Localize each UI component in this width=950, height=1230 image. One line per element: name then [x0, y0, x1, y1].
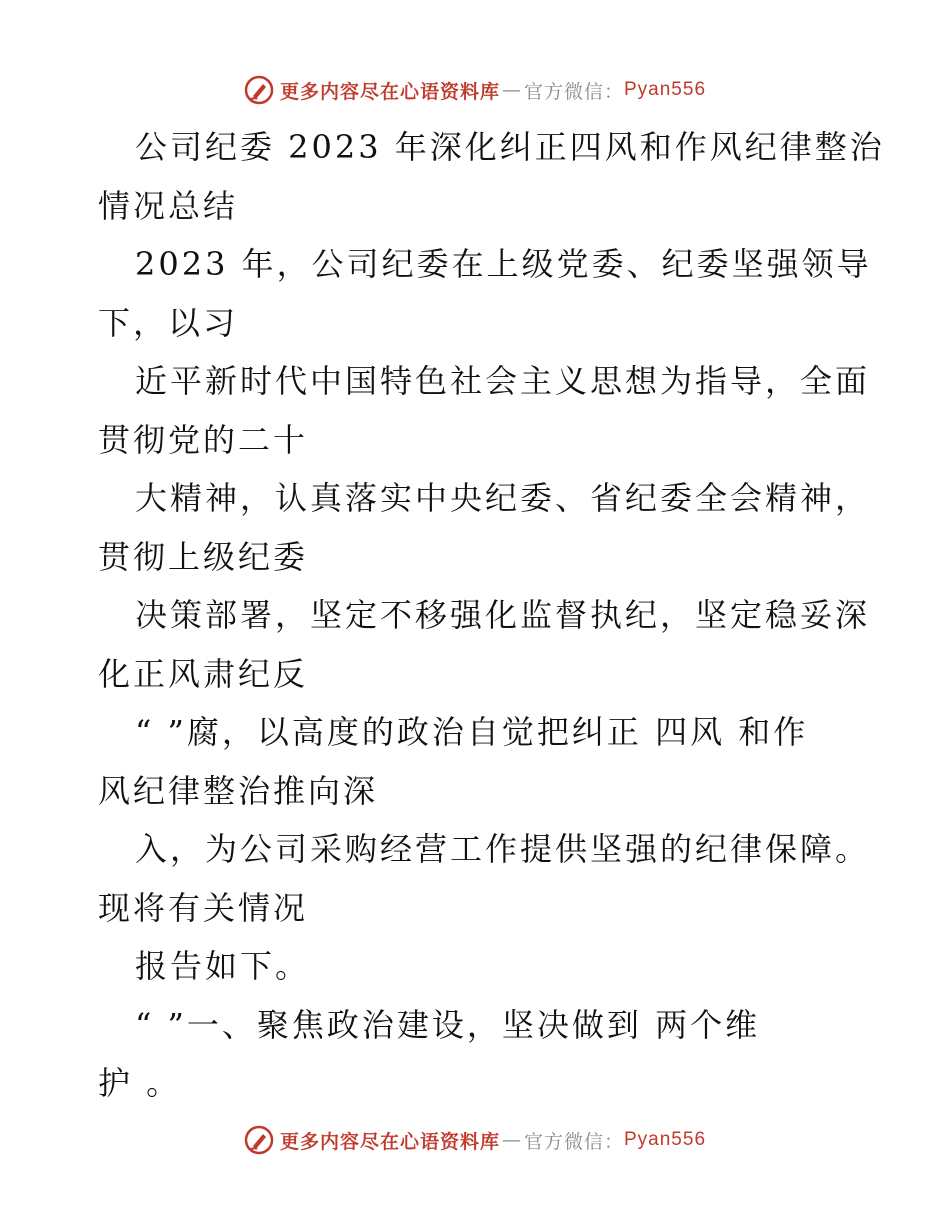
paragraph-line: “ ”腐，以高度的政治自觉把纠正 四风 和作 — [135, 713, 809, 751]
section-heading-line: 护 。 — [98, 1064, 182, 1102]
paragraph-line: 现将有关情况 — [98, 888, 309, 927]
watermark-wechat-id: Pyan556 — [624, 79, 707, 100]
paragraph-line: 下，以习 — [98, 303, 239, 342]
document-body — [98, 118, 885, 1113]
paragraph-line: 报告如下。 — [135, 947, 311, 985]
watermark-dash: — — [501, 1129, 522, 1151]
watermark-wechat-id: Pyan556 — [624, 1129, 707, 1150]
title-line-2: 情况总结 — [98, 186, 239, 225]
title-line-1: 公司纪委 2023 年深化纠正四风和作风纪律整治 — [135, 128, 885, 166]
pen-logo-icon — [244, 1125, 274, 1155]
watermark-dash: — — [501, 79, 522, 101]
watermark-footer — [0, 1120, 950, 1160]
paragraph-line: 入，为公司采购经营工作提供坚强的纪律保障。 — [135, 830, 871, 868]
watermark-site-text: 更多内容尽在心语资料库 — [279, 80, 500, 103]
watermark-label: 官方微信： — [523, 1130, 624, 1153]
watermark-label: 官方微信： — [523, 80, 624, 103]
paragraph-line: 风纪律整治推向深 — [98, 771, 379, 810]
paragraph-line: 近平新时代中国特色社会主义思想为指导，全面 — [135, 362, 871, 400]
paragraph-line: 贯彻党的二十 — [98, 420, 309, 459]
paragraph-line: 决策部署，坚定不移强化监督执纪，坚定稳妥深 — [135, 596, 871, 634]
pen-logo-icon — [244, 75, 274, 105]
paragraph-line: 大精神，认真落实中央纪委、省纪委全会精神， — [135, 479, 871, 517]
paragraph-line: 贯彻上级纪委 — [98, 537, 309, 576]
paragraph-line: 化正风肃纪反 — [98, 654, 309, 693]
watermark-header — [0, 70, 950, 110]
paragraph-line: 2023 年，公司纪委在上级党委、纪委坚强领导 — [135, 245, 872, 283]
watermark-site-text: 更多内容尽在心语资料库 — [279, 1130, 500, 1153]
section-heading-line: “ ”一、聚焦政治建设，坚决做到 两个维 — [135, 1005, 761, 1044]
